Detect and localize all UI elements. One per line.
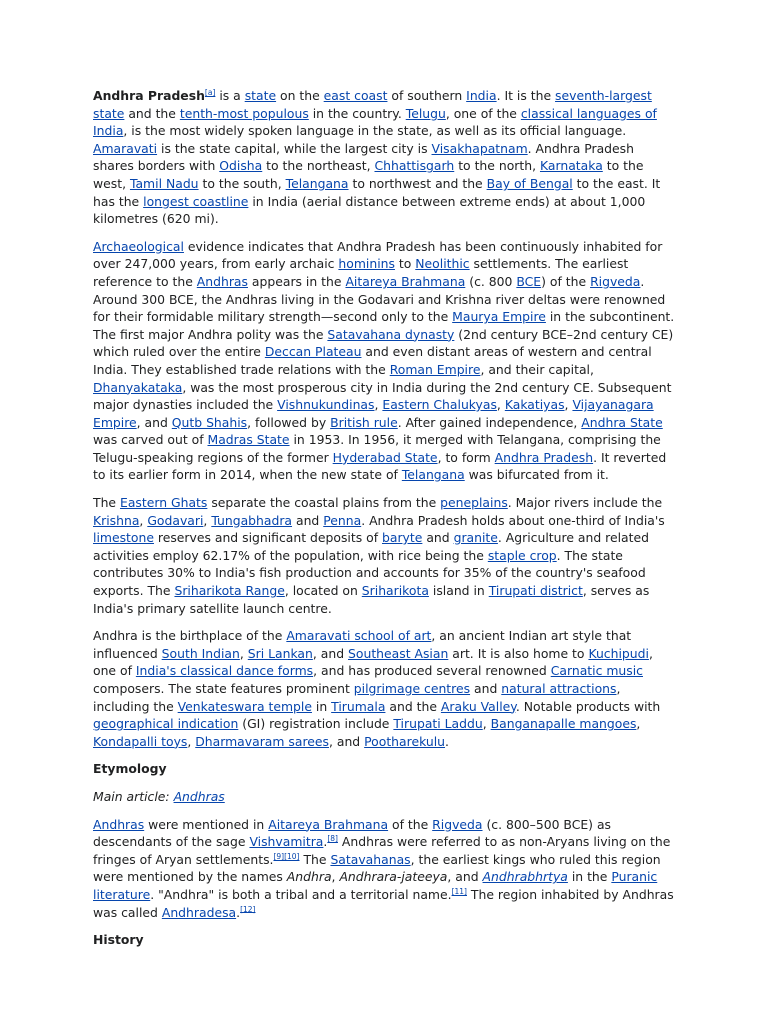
text-run: to the south, [198, 175, 286, 191]
text-run: . Around 300 BCE, the Andhras living in the Godavari and Krishna river deltas were renowned for their formidable military strength—second only to the [93, 273, 666, 325]
text-run: evidence indicates that Andhra Pradesh has been continuously inhabited for over 247,000 years, from early archaic [93, 238, 663, 272]
text-run: . [236, 904, 241, 920]
history-heading: History [93, 932, 144, 948]
text-run: in the [567, 869, 612, 885]
text-run: (GI) registration include [238, 716, 394, 732]
intro-paragraph [93, 87, 675, 228]
text-run: on the [276, 88, 324, 103]
wiki-link[interactable]: east coast [323, 88, 388, 103]
wiki-link[interactable]: Andhradesa [161, 904, 237, 920]
text-run: Andhra is the birthplace of the [93, 628, 287, 644]
text-run: . Andhra Pradesh shares borders with [93, 140, 634, 174]
wiki-link[interactable]: Pootharekulu [364, 733, 446, 749]
text-run: to the west, [93, 158, 644, 191]
wiki-link[interactable]: Odisha [219, 158, 263, 174]
text-run: composers. The state features prominent [93, 681, 354, 696]
text-run: . It is the [496, 88, 556, 103]
wiki-link[interactable]: Andhra State [581, 414, 663, 430]
text-run: The [299, 851, 331, 867]
citation-anchor[interactable]: [8] [327, 834, 338, 844]
text-run: , and [312, 645, 349, 661]
text-run: to northwest and the [348, 175, 487, 191]
text-run: , [139, 512, 148, 528]
citation-anchor[interactable]: [9][10] [273, 851, 300, 861]
wiki-link[interactable]: South Indian [161, 645, 240, 661]
wiki-link[interactable]: Sri Lankan [247, 645, 313, 661]
wiki-link[interactable]: Andhra Pradesh [494, 449, 594, 465]
wiki-link[interactable]: Aitareya Brahmana [268, 816, 389, 832]
text-run: to [394, 256, 416, 272]
wiki-link[interactable]: Kakatiyas [504, 397, 565, 413]
text-run: , one of the [445, 105, 521, 121]
text-run: , and [328, 733, 365, 749]
text-run: . Andhra Pradesh holds about one-third of India's [361, 512, 665, 528]
wiki-link[interactable]: Andhrabhrtya [482, 869, 568, 885]
text-run: and the [385, 698, 441, 714]
text-run: art. It is also home to [448, 645, 589, 661]
text-run: of the [388, 816, 433, 832]
text-run: , is the most widely spoken language in the state, as well as its official language. [123, 123, 627, 139]
wiki-link[interactable]: Araku Valley [440, 698, 516, 714]
article-body [93, 87, 675, 959]
wiki-link[interactable]: Vishnukundinas [277, 397, 375, 413]
geography-summary-paragraph [93, 494, 675, 617]
wiki-link[interactable]: BCE [516, 273, 542, 289]
text-run: , and their capital, [480, 361, 594, 377]
text-run: . It reverted to its earlier form in 2014, when the new state of [93, 449, 667, 483]
wiki-link[interactable]: Carnatic music [550, 663, 643, 679]
text-run: in the country. [308, 105, 406, 121]
text-run: were mentioned in [144, 816, 269, 832]
text-run: , to form [437, 449, 495, 465]
wiki-link[interactable]: Vijayanagara Empire [93, 397, 654, 430]
text-run: , including the [93, 681, 621, 714]
history-summary-paragraph [93, 238, 675, 484]
text-run: (c. 800–500 BCE) as descendants of the sage [93, 816, 611, 850]
wiki-link[interactable]: Banganapalle mangoes [490, 716, 637, 732]
text-run: , was the most prosperous city in India during the 2nd century CE. Subsequent major dynasties included the [93, 379, 672, 413]
text-run: , and [447, 869, 483, 885]
text-run: , and has produced several renowned [313, 663, 551, 679]
wiki-link[interactable]: pilgrimage centres [353, 681, 471, 696]
text-run: , [496, 397, 505, 413]
wiki-link[interactable]: Rigveda [590, 273, 641, 289]
text-run: Andhras were referred to as non-Aryans living on the fringes of Aryan settlements. [93, 834, 671, 867]
wiki-link[interactable]: Roman Empire [389, 361, 481, 377]
citation-link[interactable] [327, 834, 338, 843]
wiki-link[interactable]: Eastern Chalukyas [382, 397, 497, 413]
text-run: , [636, 716, 641, 732]
text-run: separate the coastal plains from the [207, 495, 441, 511]
wiki-link[interactable]: granite [453, 530, 498, 546]
wiki-link[interactable]: staple crop [487, 547, 557, 563]
etymology-paragraph [93, 816, 675, 922]
wiki-link[interactable]: Dhanyakataka [93, 379, 183, 395]
text-run: is a [215, 88, 245, 103]
wiki-link[interactable]: Qutb Shahis [171, 414, 248, 430]
wiki-link[interactable]: Tamil Nadu [129, 175, 199, 191]
hatnote-prefix: Main article: [93, 788, 170, 804]
text-run: . After gained independence, [397, 414, 582, 430]
wiki-link[interactable]: Kondapalli toys [93, 733, 188, 749]
text-run: , the earliest kings who ruled this region were mentioned by the names [93, 851, 661, 885]
wiki-link[interactable]: Bay of Bengal [486, 175, 573, 191]
wiki-link[interactable]: Andhras [196, 273, 248, 289]
wiki-link[interactable]: Krishna [93, 512, 140, 528]
wiki-link[interactable]: classical languages of India [93, 105, 657, 139]
text-run: to the north, [454, 158, 540, 174]
text-run: (2nd century BCE–2nd century CE) which ruled over the entire [93, 326, 674, 360]
text-run: in 1953. In 1956, it merged with Telangana, comprising the Telugu-speaking regions of the former [93, 432, 661, 465]
wiki-link[interactable]: Amaravati [93, 140, 158, 156]
wiki-link[interactable]: Godavari [147, 512, 204, 528]
wiki-link[interactable]: Penna [323, 512, 362, 528]
wiki-link[interactable]: Southeast Asian [348, 645, 449, 661]
wiki-link[interactable]: Vishvamitra [249, 834, 324, 850]
wiki-link[interactable]: seventh-largest state [93, 88, 652, 121]
citation-anchor[interactable]: [12] [240, 904, 256, 914]
wiki-link[interactable]: Telangana [401, 467, 465, 483]
text-run: . [445, 733, 449, 749]
text-run: , serves as India's primary satellite launch centre. [93, 583, 650, 616]
wiki-link[interactable]: peneplains [440, 495, 508, 511]
text-run: , [239, 645, 248, 661]
text-run: to the east. It has the [93, 175, 661, 209]
wiki-link[interactable]: Satavahana dynasty [327, 326, 455, 342]
text-run: was bifurcated from it. [464, 467, 609, 483]
text-run: . The state contributes 30% to India's fish production and accounts for 35% of the country's seafood exports. The [93, 547, 646, 599]
wiki-link[interactable]: Tirumala [331, 698, 386, 714]
wiki-link[interactable]: Archaeological [93, 238, 184, 254]
wiki-link[interactable]: Maurya Empire [452, 309, 546, 325]
text-run: in [311, 698, 332, 714]
text-run: was carved out of [93, 432, 208, 448]
text-run: , [203, 512, 212, 528]
text-run: in India (aerial distance between extreme ends) at about 1,000 kilometres (620 mi). [93, 193, 646, 227]
wiki-link[interactable]: Karnataka [539, 158, 603, 174]
etymology-heading: Etymology [93, 761, 167, 777]
text-run: , [482, 716, 491, 732]
wiki-link[interactable]: Tirupati Laddu [393, 716, 483, 732]
wiki-link[interactable]: geographical indication [93, 716, 239, 732]
text-run: . Agriculture and related activities employ 62.17% of the population, with rice being the [93, 530, 649, 563]
wiki-link[interactable]: Rigveda [432, 816, 483, 832]
text-run: . [323, 834, 328, 850]
wiki-link[interactable]: Venkateswara temple [177, 698, 312, 714]
text-run: ) of the [541, 273, 591, 289]
text-run: , [374, 397, 383, 413]
text-run: . "Andhra" is both a tribal and a territorial name. [150, 886, 452, 902]
text-run: , [331, 869, 340, 885]
wiki-link[interactable]: Sriharikota Range [174, 583, 285, 599]
wiki-link[interactable]: Tirupati district [488, 583, 583, 599]
text-run: The region inhabited by Andhras was called [93, 886, 674, 920]
citation-link[interactable] [452, 887, 467, 896]
text-run: island in [428, 583, 489, 599]
wiki-link[interactable]: state [244, 88, 277, 103]
wiki-link[interactable]: tenth-most populous [179, 105, 309, 121]
text-run: , followed by [247, 414, 331, 430]
text-run: , [187, 733, 196, 749]
wiki-link[interactable]: Madras State [207, 432, 290, 448]
text-run: to the northeast, [262, 158, 375, 174]
italic-text: Andhrara-jateeya [339, 869, 448, 885]
wiki-link[interactable]: British rule [330, 414, 398, 430]
wiki-link[interactable]: India's classical dance forms [135, 663, 314, 679]
wiki-link[interactable]: Aitareya Brahmana [345, 273, 466, 289]
text-run: . Notable products with [515, 698, 661, 714]
bold-text: Andhra Pradesh [93, 88, 205, 103]
wiki-link[interactable]: Chhattisgarh [374, 158, 455, 174]
text-run: , an ancient Indian art style that influenced [93, 628, 632, 661]
wiki-link[interactable]: Satavahanas [330, 851, 411, 867]
wiki-link[interactable]: limestone [93, 530, 154, 546]
text-run: (c. 800 [465, 273, 517, 289]
wiki-link[interactable]: natural attractions [501, 681, 617, 696]
citation-anchor[interactable]: [11] [451, 886, 467, 896]
italic-text: Andhra [286, 869, 332, 885]
wiki-link[interactable]: Visakhapatnam [431, 140, 528, 156]
wiki-link[interactable]: Puranic literature [93, 869, 658, 902]
text-run: appears in the [247, 273, 346, 289]
wiki-link[interactable]: Hyderabad State [332, 449, 438, 465]
wiki-link[interactable]: Tungabhadra [211, 512, 293, 528]
text-run: settlements. The earliest reference to the [93, 256, 629, 289]
text-run: . Major rivers include the [507, 495, 663, 511]
text-run: , [564, 397, 573, 413]
hatnote-link-andhras[interactable]: Andhras [173, 788, 225, 804]
wiki-link[interactable]: Deccan Plateau [264, 344, 362, 360]
citation-link[interactable] [205, 88, 215, 97]
text-run: and [422, 530, 454, 546]
citation-link[interactable] [240, 904, 255, 913]
wiki-link[interactable]: Amaravati school of art [286, 628, 432, 644]
text-run: in the subcontinent. The first major Andhra polity was the [93, 309, 675, 342]
wiki-link[interactable]: Andhras [93, 816, 145, 832]
text-run: of southern [387, 88, 467, 103]
text-run: and the [124, 105, 180, 121]
wiki-link[interactable]: India [466, 88, 497, 103]
wiki-link[interactable]: Neolithic [415, 256, 470, 272]
wiki-link[interactable]: Sriharikota [361, 583, 429, 599]
citation-anchor[interactable]: [a] [204, 87, 216, 97]
citation-link[interactable] [273, 852, 299, 861]
wiki-link[interactable]: hominins [338, 256, 395, 272]
text-run: is the state capital, while the largest city is [157, 140, 432, 156]
wiki-link[interactable]: Eastern Ghats [119, 495, 208, 511]
text-run: , located on [284, 583, 362, 599]
wiki-link[interactable]: longest coastline [143, 193, 249, 209]
text-run: and [292, 512, 324, 528]
wiki-link[interactable]: Telugu [405, 105, 446, 121]
text-run: and [470, 681, 502, 696]
text-run: and even distant areas of western and central India. They established trade relations with the [93, 344, 652, 377]
wiki-link[interactable]: Dharmavaram sarees [195, 733, 329, 749]
text-run: , and [136, 414, 172, 430]
wiki-link[interactable]: Telangana [285, 175, 349, 191]
text-run: The [93, 495, 120, 511]
wiki-link[interactable]: Kuchipudi [588, 645, 649, 661]
text-run: , one of [93, 645, 653, 679]
wiki-link[interactable]: baryte [382, 530, 423, 546]
text-run: reserves and significant deposits of [153, 530, 382, 546]
culture-summary-paragraph [93, 627, 675, 750]
main-article-hatnote [93, 788, 675, 806]
